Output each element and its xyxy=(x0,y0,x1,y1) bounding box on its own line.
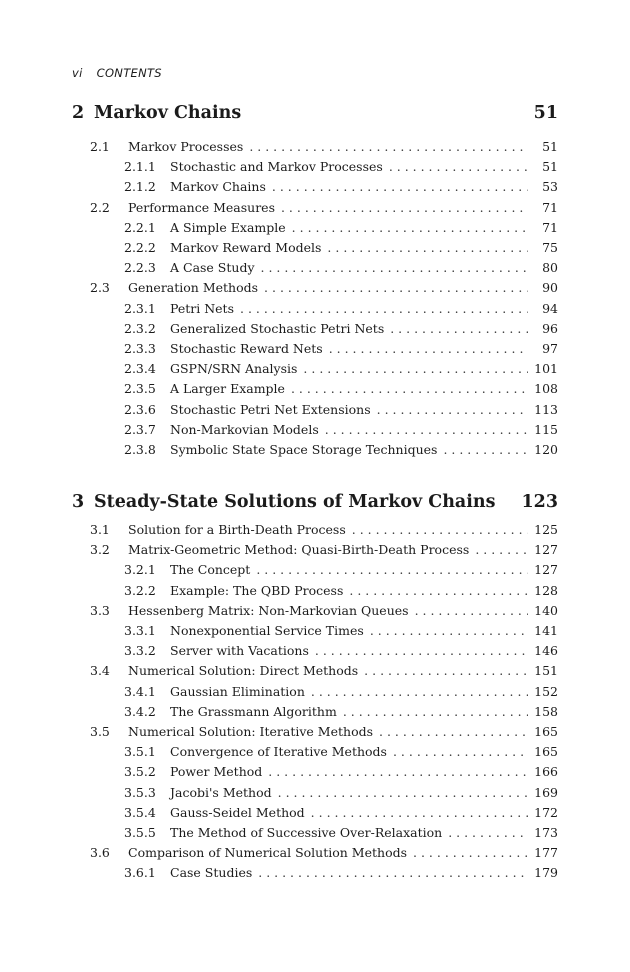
chapter-page: 123 xyxy=(521,492,558,512)
entry-page: 173 xyxy=(534,825,558,840)
toc-subsection-entry[interactable] xyxy=(0,865,558,885)
entry-page: 108 xyxy=(534,381,558,397)
toc-subsection-entry[interactable] xyxy=(0,825,558,845)
entry-page: 165 xyxy=(534,724,558,739)
entry-page: 80 xyxy=(542,260,558,276)
entry-title: Convergence of Iterative Methods xyxy=(170,744,387,760)
entry-title: GSPN/SRN Analysis xyxy=(170,361,298,377)
dot-leader xyxy=(256,562,528,577)
toc-subsection-entry[interactable] xyxy=(0,643,558,663)
toc-subsection-entry[interactable] xyxy=(0,684,558,704)
entry-page: 97 xyxy=(542,341,558,356)
entry-number: 3.5.1 xyxy=(124,744,156,760)
entry-title: Markov Chains xyxy=(170,179,266,195)
toc-section-entry[interactable] xyxy=(0,663,558,683)
entry-title: The Grassmann Algorithm xyxy=(170,703,337,719)
dot-leader xyxy=(475,542,528,557)
dot-leader xyxy=(268,764,528,779)
toc-subsection-entry[interactable] xyxy=(0,805,558,825)
chapter-title: Markov Chains xyxy=(94,103,242,123)
entry-number: 2.1 xyxy=(90,139,110,154)
dot-leader xyxy=(325,422,528,437)
entry-title: Non-Markovian Models xyxy=(170,421,319,437)
entry-title: Stochastic and Markov Processes xyxy=(170,159,383,175)
entry-page: 169 xyxy=(534,784,558,800)
entry-number: 2.2.1 xyxy=(124,219,156,235)
entry-page: 127 xyxy=(534,562,558,578)
dot-leader xyxy=(349,583,528,598)
entry-page: 90 xyxy=(542,280,558,296)
entry-page: 146 xyxy=(534,643,558,659)
entry-number: 2.3.8 xyxy=(124,442,156,457)
toc-subsection-entry[interactable] xyxy=(0,422,558,442)
chapter-number: 2 xyxy=(72,103,85,123)
entry-page: 177 xyxy=(534,845,558,861)
dot-leader xyxy=(370,623,528,638)
toc-section-entry[interactable] xyxy=(0,139,558,159)
entry-number: 2.3.1 xyxy=(124,300,156,316)
entry-page: 53 xyxy=(542,179,558,195)
toc-subsection-entry[interactable] xyxy=(0,240,558,260)
entry-page: 179 xyxy=(534,865,558,881)
dot-leader xyxy=(291,381,528,396)
entry-title: Example: The QBD Process xyxy=(170,582,344,598)
entry-page: 115 xyxy=(534,421,558,437)
entry-number: 3.3.2 xyxy=(124,643,156,659)
entry-title: Petri Nets xyxy=(170,300,234,316)
entry-number: 2.3 xyxy=(90,280,110,296)
toc-subsection-entry[interactable] xyxy=(0,260,558,280)
toc-subsection-entry[interactable] xyxy=(0,764,558,784)
entry-number: 2.2.3 xyxy=(124,260,156,276)
entry-number: 3.4 xyxy=(90,663,110,679)
toc-subsection-entry[interactable] xyxy=(0,442,558,462)
dot-leader xyxy=(448,825,528,840)
chapter-heading[interactable] xyxy=(72,103,558,123)
entry-page: 172 xyxy=(534,804,558,820)
entry-number: 2.1.1 xyxy=(124,159,156,175)
entry-title: The Concept xyxy=(170,562,251,578)
dot-leader xyxy=(278,785,528,800)
entry-page: 166 xyxy=(534,764,558,780)
entry-title: Markov Reward Models xyxy=(170,240,322,255)
dot-leader xyxy=(281,200,528,215)
entry-page: 120 xyxy=(534,442,558,457)
chapter-number: 3 xyxy=(72,492,85,512)
entry-page: 51 xyxy=(542,139,558,154)
toc-section-entry[interactable] xyxy=(0,724,558,744)
entry-number: 2.3.5 xyxy=(124,381,156,397)
entry-number: 2.3.7 xyxy=(124,421,156,437)
entry-number: 3.6 xyxy=(90,845,110,861)
dot-leader xyxy=(389,159,528,174)
toc-subsection-entry[interactable] xyxy=(0,402,558,422)
toc-subsection-entry[interactable] xyxy=(0,744,558,764)
entry-title: Gauss-Seidel Method xyxy=(170,804,305,820)
running-title: CONTENTS xyxy=(96,66,162,80)
running-head xyxy=(72,66,162,80)
dot-leader xyxy=(393,744,528,759)
entry-title: A Larger Example xyxy=(170,381,285,397)
dot-leader xyxy=(377,402,528,417)
dot-leader xyxy=(315,643,528,658)
entry-title: Markov Processes xyxy=(128,139,244,154)
entry-number: 3.2.1 xyxy=(124,562,156,578)
entry-number: 3.3 xyxy=(90,602,110,618)
toc-section-entry[interactable] xyxy=(0,280,558,300)
dot-leader xyxy=(311,805,528,820)
entry-page: 96 xyxy=(542,320,558,336)
entry-title: Matrix-Geometric Method: Quasi-Birth-Death Process xyxy=(128,542,470,558)
entry-number: 3.5.3 xyxy=(124,784,156,800)
entry-title: Stochastic Reward Nets xyxy=(170,341,323,356)
entry-page: 128 xyxy=(534,582,558,598)
entry-page: 140 xyxy=(534,602,558,618)
entry-number: 3.6.1 xyxy=(124,865,156,881)
entry-title: Power Method xyxy=(170,764,263,780)
toc-subsection-entry[interactable] xyxy=(0,361,558,381)
toc-subsection-entry[interactable] xyxy=(0,562,558,582)
entry-number: 3.5.2 xyxy=(124,764,156,780)
dot-leader xyxy=(311,684,528,699)
toc-subsection-entry[interactable] xyxy=(0,321,558,341)
entry-number: 3.4.2 xyxy=(124,703,156,719)
dot-leader xyxy=(390,321,528,336)
dot-leader xyxy=(415,603,528,618)
entry-page: 94 xyxy=(542,300,558,316)
dot-leader xyxy=(364,663,528,678)
entry-title: Numerical Solution: Direct Methods xyxy=(128,663,359,679)
entry-page: 101 xyxy=(534,361,558,377)
toc-subsection-entry[interactable] xyxy=(0,583,558,603)
entry-page: 71 xyxy=(542,219,558,235)
entry-number: 3.5 xyxy=(90,724,110,739)
entry-title: A Case Study xyxy=(170,260,255,276)
dot-leader xyxy=(379,724,528,739)
entry-title: Performance Measures xyxy=(128,199,275,215)
toc-section-entry[interactable] xyxy=(0,522,558,542)
entry-title: Generation Methods xyxy=(128,280,259,296)
dot-leader xyxy=(303,361,528,376)
entry-title: Jacobi's Method xyxy=(170,784,272,800)
entry-page: 113 xyxy=(534,401,558,417)
dot-leader xyxy=(413,845,528,860)
entry-title: Hessenberg Matrix: Non-Markovian Queues xyxy=(128,602,409,618)
toc-subsection-entry[interactable] xyxy=(0,341,558,361)
entry-title: Solution for a Birth-Death Process xyxy=(128,522,346,537)
entry-page: 165 xyxy=(534,744,558,760)
entry-number: 2.3.3 xyxy=(124,341,156,356)
chapter-title: Steady-State Solutions of Markov Chains xyxy=(94,492,496,512)
dot-leader xyxy=(240,301,528,316)
entry-title: Generalized Stochastic Petri Nets xyxy=(170,320,385,336)
dot-leader xyxy=(261,260,528,275)
chapter-page: 51 xyxy=(533,103,558,123)
entry-title: A Simple Example xyxy=(170,219,286,235)
toc-subsection-entry[interactable] xyxy=(0,623,558,643)
entry-number: 2.1.2 xyxy=(124,179,156,195)
toc-subsection-entry[interactable] xyxy=(0,159,558,179)
entry-number: 2.3.2 xyxy=(124,320,156,336)
entry-title: Stochastic Petri Net Extensions xyxy=(170,401,371,417)
entry-title: Numerical Solution: Iterative Methods xyxy=(128,724,374,739)
toc-section-entry[interactable] xyxy=(0,200,558,220)
entry-number: 2.2.2 xyxy=(124,240,156,255)
entry-title: Gaussian Elimination xyxy=(170,683,305,699)
entry-number: 3.2.2 xyxy=(124,582,156,598)
dot-leader xyxy=(443,442,528,457)
entry-page: 127 xyxy=(534,542,558,558)
toc-subsection-entry[interactable] xyxy=(0,704,558,724)
dot-leader xyxy=(258,865,528,880)
dot-leader xyxy=(272,179,528,194)
dot-leader xyxy=(327,240,528,255)
toc-subsection-entry[interactable] xyxy=(0,301,558,321)
entry-number: 3.4.1 xyxy=(124,683,156,699)
toc-subsection-entry[interactable] xyxy=(0,785,558,805)
page-numeral: vi xyxy=(72,66,83,80)
entry-page: 152 xyxy=(534,683,558,699)
dot-leader xyxy=(343,704,528,719)
entry-number: 2.3.4 xyxy=(124,361,156,377)
dot-leader xyxy=(329,341,528,356)
entry-number: 3.5.5 xyxy=(124,825,156,840)
dot-leader xyxy=(264,280,528,295)
toc-section-entry[interactable] xyxy=(0,603,558,623)
entry-title: Symbolic State Space Storage Techniques xyxy=(170,442,438,457)
entry-page: 75 xyxy=(542,240,558,255)
dot-leader xyxy=(292,220,528,235)
entry-title: Server with Vacations xyxy=(170,643,309,659)
entry-number: 2.3.6 xyxy=(124,401,156,417)
entry-page: 125 xyxy=(534,522,558,537)
toc-subsection-entry[interactable] xyxy=(0,220,558,240)
entry-number: 3.2 xyxy=(90,542,110,558)
entry-number: 3.5.4 xyxy=(124,804,156,820)
dot-leader xyxy=(249,139,528,154)
toc-subsection-entry[interactable] xyxy=(0,179,558,199)
entry-page: 71 xyxy=(542,199,558,215)
entry-number: 2.2 xyxy=(90,199,110,215)
entry-page: 141 xyxy=(534,623,558,638)
dot-leader xyxy=(352,522,528,537)
toc-section-entry[interactable] xyxy=(0,845,558,865)
entry-number: 3.3.1 xyxy=(124,623,156,638)
entry-page: 51 xyxy=(542,159,558,175)
chapter-heading[interactable] xyxy=(72,492,558,512)
entry-title: Comparison of Numerical Solution Methods xyxy=(128,845,408,861)
entry-title: Case Studies xyxy=(170,865,253,881)
entry-number: 3.1 xyxy=(90,522,110,537)
entry-title: The Method of Successive Over-Relaxation xyxy=(170,825,443,840)
entry-page: 151 xyxy=(534,663,558,679)
toc-section-entry[interactable] xyxy=(0,542,558,562)
entry-page: 158 xyxy=(534,703,558,719)
toc-subsection-entry[interactable] xyxy=(0,381,558,401)
entry-title: Nonexponential Service Times xyxy=(170,623,364,638)
